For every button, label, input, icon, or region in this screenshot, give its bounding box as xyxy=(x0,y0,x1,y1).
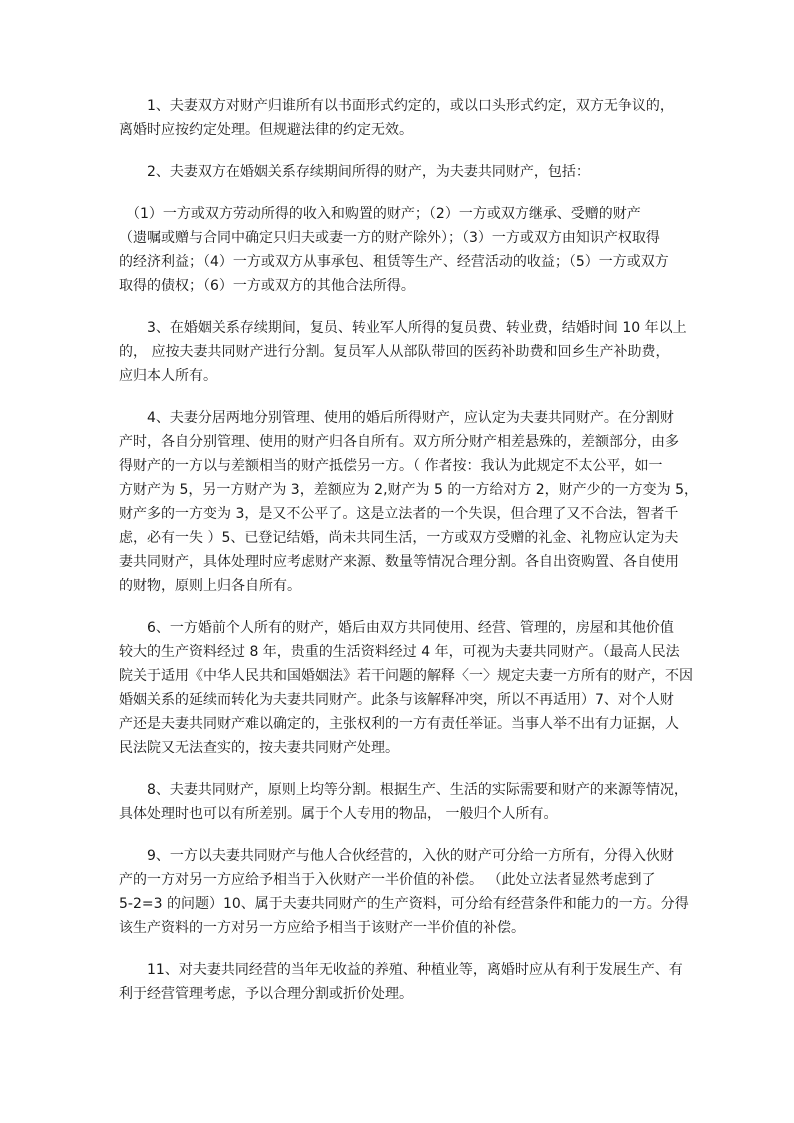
text-line: 虑，必有一失 ）5、已登记结婚，尚未共同生活，一方或双方受赠的礼金、礼物应认定为夫 xyxy=(119,530,679,546)
text-line: 院关于适用《中华人民共和国婚姻法》若干问题的解释〈一〉规定夫妻一方所有的财产，不因 xyxy=(119,668,693,684)
text-line: 8、夫妻共同财产，原则上均等分割。根据生产、生活的实际需要和财产的来源等情况， xyxy=(119,782,688,798)
text-line: 方财产为 5，另一方财产为 3，差额应为 2,财产为 5 的一方给对方 2，财产少的一方变为 5， xyxy=(119,482,699,498)
paragraph-1 xyxy=(119,94,685,142)
text-line: 财产多的一方变为 3，是又不公平了。这是立法者的一个失误，但合理了又不合法，智者千 xyxy=(119,506,679,522)
text-line: 产的一方对另一方应给予相当于入伙财产一半价值的补偿。 （此处立法者显然考虑到了 xyxy=(119,872,656,888)
paragraph-6 xyxy=(119,616,693,760)
text-line: （遗嘱或赠与合同中确定只归夫或妻一方的财产除外）；（3）一方或双方由知识产权取得 xyxy=(119,230,660,246)
text-line: 4、夫妻分居两地分别管理、使用的婚后所得财产，应认定为夫妻共同财产。在分割财 xyxy=(119,410,674,426)
paragraph-7 xyxy=(119,778,688,826)
text-line: 民法院又无法查实的，按夫妻共同财产处理。 xyxy=(119,740,399,756)
text-line: 该生产资料的一方对另一方应给予相当于该财产一半价值的补偿。 xyxy=(119,920,525,936)
text-line: 产时，各自分别管理、使用的财产归各自所有。双方所分财产相差悬殊的，差额部分，由多 xyxy=(119,434,679,450)
text-line: 离婚时应按约定处理。但规避法律的约定无效。 xyxy=(119,122,413,138)
text-line: 3、在婚姻关系存续期间，复员、转业军人所得的复员费、转业费，结婚时间 10 年以上 xyxy=(119,320,687,336)
paragraph-9 xyxy=(119,958,685,1006)
paragraph-3 xyxy=(119,202,685,298)
text-line: 11、对夫妻共同经营的当年无收益的养殖、种植业等，离婚时应从有利于发展生产、有 xyxy=(119,962,683,978)
paragraph-4 xyxy=(119,316,685,388)
text-line: 1、夫妻双方对财产归谁所有以书面形式约定的，或以口头形式约定，双方无争议的， xyxy=(119,98,674,114)
text-line: 2、夫妻双方在婚姻关系存续期间所得的财产，为夫妻共同财产，包括： xyxy=(119,164,590,180)
text-line: 婚姻关系的延续而转化为夫妻共同财产。此条与该解释冲突，所以不再适用）7、对个人财 xyxy=(119,692,674,708)
text-line: 的经济利益；（4）一方或双方从事承包、租赁等生产、经营活动的收益；（5）一方或双方 xyxy=(119,254,669,270)
text-line: 得财产的一方以与差额相当的财产抵偿另一方。（ 作者按：我认为此规定不太公平，如一 xyxy=(119,458,663,474)
text-line: （1）一方或双方劳动所得的收入和购置的财产；（2）一方或双方继承、受赠的财产 xyxy=(119,206,641,222)
text-line: 取得的债权；（6）一方或双方的其他合法所得。 xyxy=(119,278,415,294)
text-line: 的财物，原则上归各自所有。 xyxy=(119,578,301,594)
text-line: 6、一方婚前个人所有的财产，婚后由双方共同使用、经营、管理的，房屋和其他价值 xyxy=(119,620,674,636)
text-line: 应归本人所有。 xyxy=(119,368,217,384)
paragraph-5 xyxy=(119,406,699,598)
text-line: 9、一方以夫妻共同财产与他人合伙经营的，入伙的财产可分给一方所有，分得入伙财 xyxy=(119,848,674,864)
paragraph-2 xyxy=(119,160,685,184)
text-line: 产还是夫妻共同财产难以确定的，主张权利的一方有责任举证。当事人举不出有力证据，人 xyxy=(119,716,679,732)
text-line: 妻共同财产，具体处理时应考虑财产来源、数量等情况合理分割。各自出资购置、各自使用 xyxy=(119,554,679,570)
document-body xyxy=(119,94,699,1024)
text-line: 5-2=3 的问题）10、属于夫妻共同财产的生产资料，可分给有经营条件和能力的一方。分得 xyxy=(119,896,689,912)
text-line: 具体处理时也可以有所差别。属于个人专用的物品， 一般归个人所有。 xyxy=(119,806,558,822)
text-line: 利于经营管理考虑，予以合理分割或折价处理。 xyxy=(119,986,413,1002)
text-line: 的， 应按夫妻共同财产进行分割。复员军人从部队带回的医药补助费和回乡生产补助费， xyxy=(119,344,670,360)
paragraph-8 xyxy=(119,844,689,940)
text-line: 较大的生产资料经过 8 年，贵重的生活资料经过 4 年，可视为夫妻共同财产。（最高人民法 xyxy=(119,644,680,660)
